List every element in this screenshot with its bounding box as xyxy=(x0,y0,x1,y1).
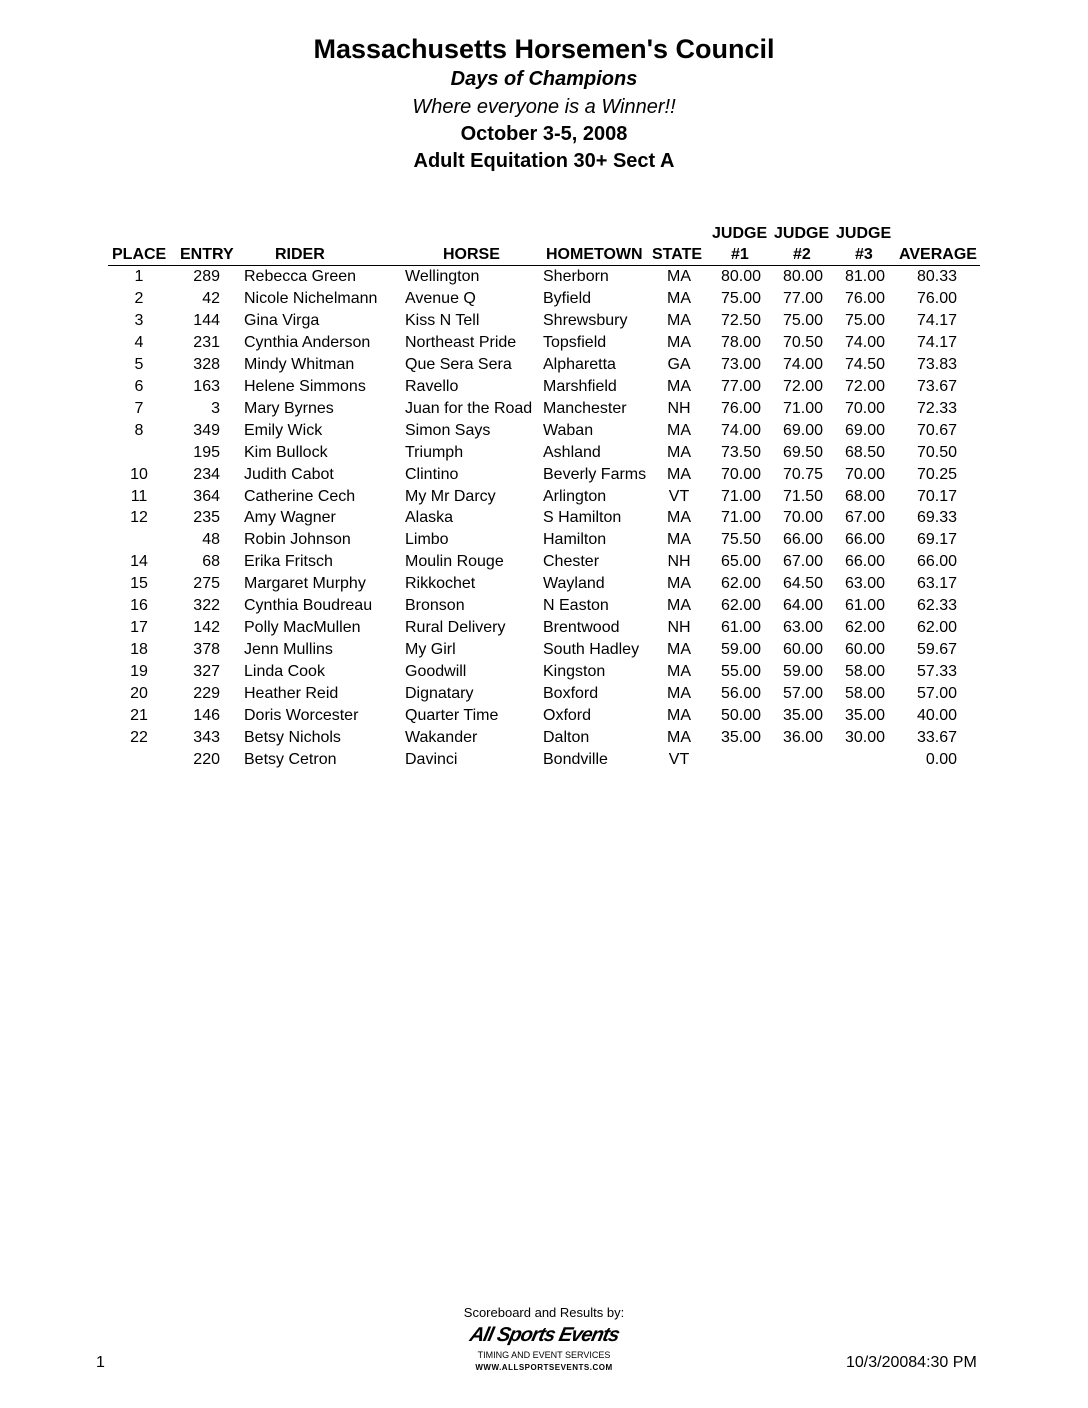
j3-cell: 30.00 xyxy=(844,728,885,746)
table-row xyxy=(0,334,1088,356)
avg-cell: 59.67 xyxy=(916,641,957,659)
event-name: Days of Champions xyxy=(450,68,638,90)
avg-cell: 70.25 xyxy=(916,465,957,483)
place-cell: 14 xyxy=(130,553,148,571)
j2-cell: 66.00 xyxy=(782,531,823,549)
rider-cell: Jenn Mullins xyxy=(244,641,333,659)
table-row xyxy=(0,488,1088,510)
j2-cell: 67.00 xyxy=(782,553,823,571)
j3-cell: 63.00 xyxy=(844,575,885,593)
state-cell: MA xyxy=(667,509,691,527)
j2-cell: 70.50 xyxy=(782,333,823,351)
entry-cell: 3 xyxy=(211,399,220,417)
entry-cell: 322 xyxy=(193,597,220,615)
rider-cell: Nicole Nichelmann xyxy=(244,289,378,307)
logo-text: All Sports Events xyxy=(467,1324,621,1346)
table-row xyxy=(0,509,1088,531)
rider-cell: Mary Byrnes xyxy=(244,399,334,417)
rider-cell: Judith Cabot xyxy=(244,465,334,483)
table-row xyxy=(0,444,1088,466)
entry-cell: 343 xyxy=(193,728,220,746)
horse-cell: My Girl xyxy=(405,641,456,659)
horse-cell: Northeast Pride xyxy=(405,333,517,351)
j1-cell: 61.00 xyxy=(720,619,761,637)
hometown-cell: Kingston xyxy=(543,663,606,681)
hometown-cell: Arlington xyxy=(543,487,607,505)
hometown-cell: Byfield xyxy=(543,289,592,307)
entry-column-header: ENTRY xyxy=(180,246,234,263)
hometown-cell: Sherborn xyxy=(543,268,609,285)
place-cell: 22 xyxy=(130,728,148,746)
j3-cell: 67.00 xyxy=(844,509,885,527)
entry-cell: 220 xyxy=(193,750,220,768)
j3-cell: 81.00 xyxy=(844,268,885,285)
table-row xyxy=(0,531,1088,553)
table-row xyxy=(0,553,1088,575)
entry-cell: 364 xyxy=(193,487,220,505)
avg-cell: 70.67 xyxy=(916,421,957,439)
avg-cell: 69.17 xyxy=(916,531,957,549)
horse-cell: My Mr Darcy xyxy=(405,487,496,505)
j2-cell: 69.50 xyxy=(782,443,823,461)
j2-cell: 70.75 xyxy=(782,465,823,483)
j2-cell: 63.00 xyxy=(782,619,823,637)
horse-cell: Rikkochet xyxy=(405,575,476,593)
table-row xyxy=(0,290,1088,312)
rider-cell: Robin Johnson xyxy=(244,531,351,549)
rider-cell: Margaret Murphy xyxy=(244,575,366,593)
rider-cell: Emily Wick xyxy=(244,421,323,439)
rider-cell: Heather Reid xyxy=(244,685,339,703)
hometown-cell: Manchester xyxy=(543,399,627,417)
place-cell: 4 xyxy=(134,333,144,351)
hometown-cell: Shrewsbury xyxy=(543,311,628,329)
avg-cell: 80.33 xyxy=(916,268,957,285)
entry-cell: 42 xyxy=(202,289,220,307)
avg-cell: 40.00 xyxy=(916,707,957,724)
state-cell: MA xyxy=(667,663,691,681)
j2-cell: 64.50 xyxy=(782,575,823,593)
hometown-cell: Boxford xyxy=(543,685,599,703)
state-cell: MA xyxy=(667,443,691,461)
state-cell: VT xyxy=(668,750,690,768)
avg-cell: 70.50 xyxy=(916,443,957,461)
entry-cell: 349 xyxy=(193,421,220,439)
state-column-header: STATE xyxy=(652,246,703,263)
rider-cell: Cynthia Anderson xyxy=(244,333,371,351)
j1-cell: 71.00 xyxy=(720,487,761,505)
entry-cell: 163 xyxy=(193,377,220,395)
j1-cell: 73.50 xyxy=(720,443,761,461)
state-cell: VT xyxy=(668,487,690,505)
state-cell: MA xyxy=(667,421,691,439)
j2-cell: 36.00 xyxy=(782,728,823,746)
rider-cell: Amy Wagner xyxy=(244,509,336,527)
table-row xyxy=(0,729,1088,751)
j2-cell: 80.00 xyxy=(782,268,823,285)
j3-cell: 35.00 xyxy=(844,707,885,724)
hometown-cell: Beverly Farms xyxy=(543,465,647,483)
place-cell: 16 xyxy=(130,597,148,615)
horse-cell: Alaska xyxy=(405,509,454,527)
j1-cell: 76.00 xyxy=(720,399,761,417)
place-cell: 18 xyxy=(130,641,148,659)
table-row xyxy=(0,422,1088,444)
j2-cell: 77.00 xyxy=(782,289,823,307)
state-cell: MA xyxy=(667,575,691,593)
table-row xyxy=(0,641,1088,663)
avg-cell: 74.17 xyxy=(916,311,957,329)
rider-cell: Gina Virga xyxy=(244,311,320,329)
j2-cell: 59.00 xyxy=(782,663,823,681)
j3-cell: 69.00 xyxy=(844,421,885,439)
table-row xyxy=(0,685,1088,707)
hometown-cell: Brentwood xyxy=(543,619,620,637)
horse-cell: Wellington xyxy=(405,268,480,285)
judge-1-heading-word: JUDGE xyxy=(712,225,768,242)
horse-cell: Dignatary xyxy=(405,685,474,703)
horse-cell: Triumph xyxy=(405,443,464,461)
j2-cell: 60.00 xyxy=(782,641,823,659)
hometown-cell: Chester xyxy=(543,553,600,571)
entry-cell: 146 xyxy=(193,707,220,724)
state-cell: MA xyxy=(667,377,691,395)
entry-cell: 328 xyxy=(193,355,220,373)
horse-cell: Limbo xyxy=(405,531,449,549)
entry-cell: 234 xyxy=(193,465,220,483)
hometown-cell: Waban xyxy=(543,421,594,439)
place-cell: 3 xyxy=(134,311,144,329)
rider-cell: Mindy Whitman xyxy=(244,355,355,373)
j1-cell: 55.00 xyxy=(720,663,761,681)
entry-cell: 195 xyxy=(193,443,220,461)
j1-cell: 72.50 xyxy=(720,311,761,329)
avg-cell: 33.67 xyxy=(916,728,957,746)
j3-cell: 58.00 xyxy=(844,685,885,703)
table-row xyxy=(0,619,1088,641)
hometown-cell: Ashland xyxy=(543,443,601,461)
j1-cell: 78.00 xyxy=(720,333,761,351)
j3-cell: 76.00 xyxy=(844,289,885,307)
j1-cell: 74.00 xyxy=(720,421,761,439)
rider-cell: Kim Bullock xyxy=(244,443,328,461)
rider-cell: Doris Worcester xyxy=(244,707,359,724)
event-motto: Where everyone is a Winner!! xyxy=(412,96,676,118)
document-title: Massachusetts Horsemen's Council xyxy=(313,34,775,64)
logo-website: WWW.ALLSPORTSEVENTS.COM xyxy=(475,1363,613,1372)
j1-cell: 75.00 xyxy=(720,289,761,307)
avg-cell: 74.17 xyxy=(916,333,957,351)
state-cell: MA xyxy=(667,728,691,746)
horse-cell: Quarter Time xyxy=(405,707,499,724)
horse-cell: Avenue Q xyxy=(405,289,476,307)
rider-cell: Cynthia Boudreau xyxy=(244,597,373,615)
j1-cell: 77.00 xyxy=(720,377,761,395)
hometown-cell: South Hadley xyxy=(543,641,640,659)
state-cell: NH xyxy=(667,619,691,637)
table-row xyxy=(0,312,1088,334)
place-cell: 20 xyxy=(130,685,148,703)
judge-2-column-header: #2 xyxy=(793,246,811,263)
j2-cell: 75.00 xyxy=(782,311,823,329)
state-cell: MA xyxy=(667,597,691,615)
rider-cell: Linda Cook xyxy=(244,663,325,681)
avg-cell: 73.83 xyxy=(916,355,957,373)
entry-cell: 68 xyxy=(202,553,220,571)
state-cell: MA xyxy=(667,289,691,307)
hometown-cell: Topsfield xyxy=(543,333,607,351)
judge-3-column-header: #3 xyxy=(855,246,873,263)
j2-cell: 71.00 xyxy=(782,399,823,417)
avg-cell: 76.00 xyxy=(916,289,957,307)
entry-cell: 231 xyxy=(193,333,220,351)
j2-cell: 64.00 xyxy=(782,597,823,615)
table-row xyxy=(0,597,1088,619)
j2-cell: 72.00 xyxy=(782,377,823,395)
class-name: Adult Equitation 30+ Sect A xyxy=(413,150,675,172)
table-row xyxy=(0,466,1088,488)
entry-cell: 327 xyxy=(193,663,220,681)
state-cell: MA xyxy=(667,531,691,549)
hometown-cell: N Easton xyxy=(543,597,609,615)
print-timestamp: 10/3/20084:30 PM xyxy=(846,1354,977,1371)
avg-cell: 0.00 xyxy=(925,750,957,768)
state-cell: MA xyxy=(667,465,691,483)
hometown-cell: Bondville xyxy=(543,750,608,768)
j3-cell: 61.00 xyxy=(844,597,885,615)
j2-cell: 35.00 xyxy=(782,707,823,724)
entry-cell: 48 xyxy=(202,531,220,549)
j1-cell: 65.00 xyxy=(720,553,761,571)
table-row xyxy=(0,268,1088,290)
place-cell: 5 xyxy=(134,355,144,373)
horse-cell: Simon Says xyxy=(405,421,491,439)
horse-cell: Juan for the Road xyxy=(405,399,533,417)
j1-cell: 56.00 xyxy=(720,685,761,703)
j3-cell: 58.00 xyxy=(844,663,885,681)
j1-cell: 62.00 xyxy=(720,575,761,593)
j1-cell: 71.00 xyxy=(720,509,761,527)
j3-cell: 68.00 xyxy=(844,487,885,505)
hometown-cell: S Hamilton xyxy=(543,509,622,527)
logo-tagline: TIMING AND EVENT SERVICES xyxy=(477,1350,611,1360)
j1-cell: 70.00 xyxy=(720,465,761,483)
place-cell: 12 xyxy=(130,509,148,527)
table-row xyxy=(0,378,1088,400)
state-cell: MA xyxy=(667,311,691,329)
avg-cell: 62.33 xyxy=(916,597,957,615)
place-cell: 2 xyxy=(134,289,144,307)
j3-cell: 66.00 xyxy=(844,531,885,549)
state-cell: NH xyxy=(667,553,691,571)
place-cell: 7 xyxy=(134,399,144,417)
horse-cell: Bronson xyxy=(405,597,465,615)
j2-cell: 71.50 xyxy=(782,487,823,505)
state-cell: MA xyxy=(667,641,691,659)
place-cell: 11 xyxy=(130,487,148,505)
rider-cell: Erika Fritsch xyxy=(244,553,333,571)
avg-cell: 69.33 xyxy=(916,509,957,527)
judge-2-heading-word: JUDGE xyxy=(774,225,830,242)
entry-cell: 275 xyxy=(193,575,220,593)
avg-cell: 57.00 xyxy=(916,685,957,703)
hometown-cell: Oxford xyxy=(543,707,592,724)
j1-cell: 35.00 xyxy=(720,728,761,746)
hometown-cell: Alpharetta xyxy=(543,355,616,373)
j3-cell: 74.50 xyxy=(844,355,885,373)
all-sports-events-logo xyxy=(0,1324,1088,1347)
state-cell: MA xyxy=(667,707,691,724)
j1-cell: 73.00 xyxy=(720,355,761,373)
entry-cell: 229 xyxy=(193,685,220,703)
j2-cell: 57.00 xyxy=(782,685,823,703)
entry-cell: 144 xyxy=(193,311,220,329)
avg-cell: 66.00 xyxy=(916,553,957,571)
avg-cell: 57.33 xyxy=(916,663,957,681)
place-cell: 6 xyxy=(134,377,144,395)
table-row xyxy=(0,707,1088,729)
place-cell: 17 xyxy=(130,619,148,637)
hometown-cell: Dalton xyxy=(543,728,590,746)
avg-cell: 70.17 xyxy=(916,487,957,505)
horse-cell: Que Sera Sera xyxy=(405,355,512,373)
entry-cell: 142 xyxy=(193,619,220,637)
j3-cell: 74.00 xyxy=(844,333,885,351)
rider-cell: Catherine Cech xyxy=(244,487,356,505)
rider-cell: Polly MacMullen xyxy=(244,619,361,637)
horse-cell: Goodwill xyxy=(405,663,467,681)
table-row xyxy=(0,751,1088,773)
j3-cell: 75.00 xyxy=(844,311,885,329)
hometown-column-header: HOMETOWN xyxy=(546,246,643,263)
j1-cell: 80.00 xyxy=(720,268,761,285)
horse-cell: Kiss N Tell xyxy=(405,311,480,329)
rider-cell: Helene Simmons xyxy=(244,377,366,395)
horse-cell: Davinci xyxy=(405,750,458,768)
j3-cell: 66.00 xyxy=(844,553,885,571)
entry-cell: 235 xyxy=(193,509,220,527)
average-column-header: AVERAGE xyxy=(899,246,977,263)
table-row xyxy=(0,400,1088,422)
j3-cell: 70.00 xyxy=(844,465,885,483)
horse-cell: Ravello xyxy=(405,377,459,395)
event-dates: October 3-5, 2008 xyxy=(460,123,628,145)
judge-3-heading-word: JUDGE xyxy=(836,225,892,242)
place-cell: 1 xyxy=(134,268,144,285)
state-cell: MA xyxy=(667,685,691,703)
horse-cell: Wakander xyxy=(405,728,478,746)
place-cell: 21 xyxy=(130,707,148,724)
j1-cell: 62.00 xyxy=(720,597,761,615)
horse-column-header: HORSE xyxy=(443,246,500,263)
place-cell: 19 xyxy=(130,663,148,681)
horse-cell: Rural Delivery xyxy=(405,619,506,637)
table-row xyxy=(0,356,1088,378)
j1-cell: 75.50 xyxy=(720,531,761,549)
hometown-cell: Hamilton xyxy=(543,531,607,549)
j3-cell: 72.00 xyxy=(844,377,885,395)
avg-cell: 62.00 xyxy=(916,619,957,637)
j3-cell: 60.00 xyxy=(844,641,885,659)
j3-cell: 68.50 xyxy=(844,443,885,461)
j2-cell: 69.00 xyxy=(782,421,823,439)
avg-cell: 73.67 xyxy=(916,377,957,395)
state-cell: MA xyxy=(667,268,691,285)
state-cell: GA xyxy=(667,355,691,373)
state-cell: NH xyxy=(667,399,691,417)
avg-cell: 72.33 xyxy=(916,399,957,417)
hometown-cell: Marshfield xyxy=(543,377,617,395)
j3-cell: 62.00 xyxy=(844,619,885,637)
rider-cell: Rebecca Green xyxy=(244,268,357,285)
scoreboard-credit: Scoreboard and Results by: xyxy=(463,1305,625,1320)
rider-column-header: RIDER xyxy=(275,246,325,263)
avg-cell: 63.17 xyxy=(916,575,957,593)
j1-cell: 50.00 xyxy=(720,707,761,724)
place-column-header: PLACE xyxy=(112,246,167,263)
j2-cell: 74.00 xyxy=(782,355,823,373)
table-row xyxy=(0,663,1088,685)
horse-cell: Clintino xyxy=(405,465,459,483)
hometown-cell: Wayland xyxy=(543,575,605,593)
rider-cell: Betsy Nichols xyxy=(244,728,341,746)
horse-cell: Moulin Rouge xyxy=(405,553,504,571)
table-row xyxy=(0,575,1088,597)
j2-cell: 70.00 xyxy=(782,509,823,527)
place-cell: 10 xyxy=(130,465,148,483)
entry-cell: 378 xyxy=(193,641,220,659)
judge-1-column-header: #1 xyxy=(731,246,749,263)
entry-cell: 289 xyxy=(193,268,220,285)
rider-cell: Betsy Cetron xyxy=(244,750,337,768)
j3-cell: 70.00 xyxy=(844,399,885,417)
place-cell: 8 xyxy=(134,421,144,439)
place-cell: 15 xyxy=(130,575,148,593)
state-cell: MA xyxy=(667,333,691,351)
page-number: 1 xyxy=(96,1354,105,1371)
j1-cell: 59.00 xyxy=(720,641,761,659)
header-divider xyxy=(108,265,980,266)
